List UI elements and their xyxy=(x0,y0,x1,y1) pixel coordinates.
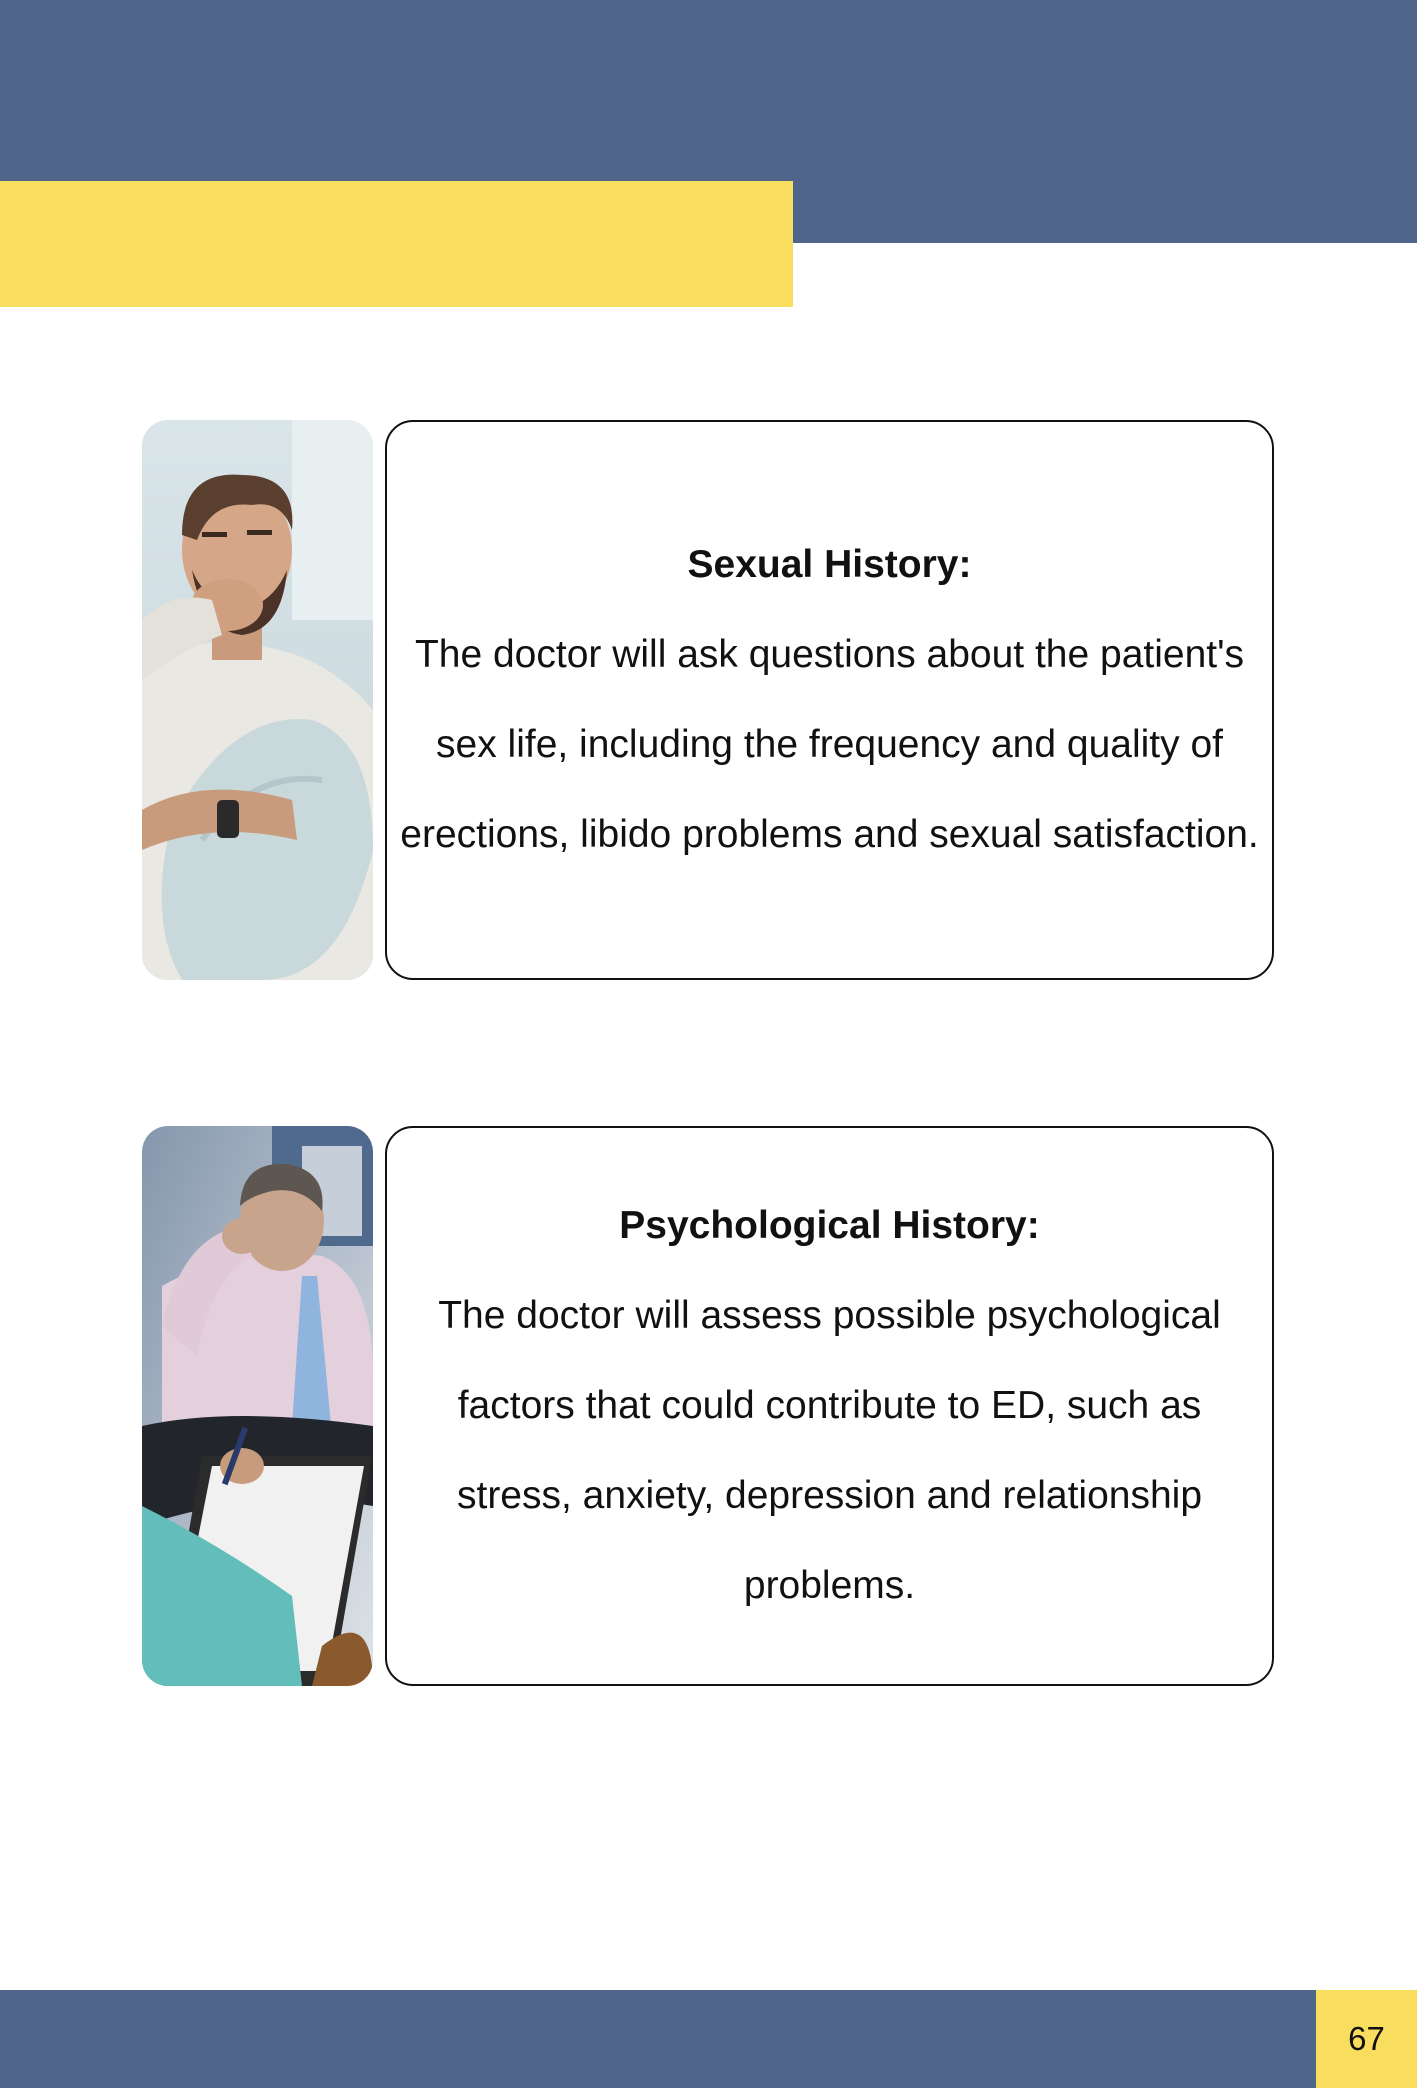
psychological-history-section xyxy=(142,1126,1274,1686)
sexual-history-section xyxy=(142,420,1274,980)
psychological-history-body: The doctor will assess possible psychological factors that could contribute to ED, such as stress, anxiety, depression and relationship problems. xyxy=(438,1294,1221,1607)
sexual-history-title: Sexual History: xyxy=(687,543,972,586)
therapist-patient-photo xyxy=(142,1126,373,1686)
footer-blue-band xyxy=(0,1990,1316,2088)
header-yellow-band xyxy=(0,181,793,307)
man-thinking-photo xyxy=(142,420,373,980)
page-number: 67 xyxy=(1348,2020,1385,2057)
page-number-box xyxy=(1316,1990,1417,2088)
sexual-history-body: The doctor will ask questions about the patient's sex life, including the frequency and quality of erections, libido problems and sexual satisfaction. xyxy=(400,633,1259,856)
psychological-history-textbox xyxy=(385,1126,1274,1686)
psychological-history-title: Psychological History: xyxy=(619,1204,1040,1247)
sexual-history-textbox xyxy=(385,420,1274,980)
